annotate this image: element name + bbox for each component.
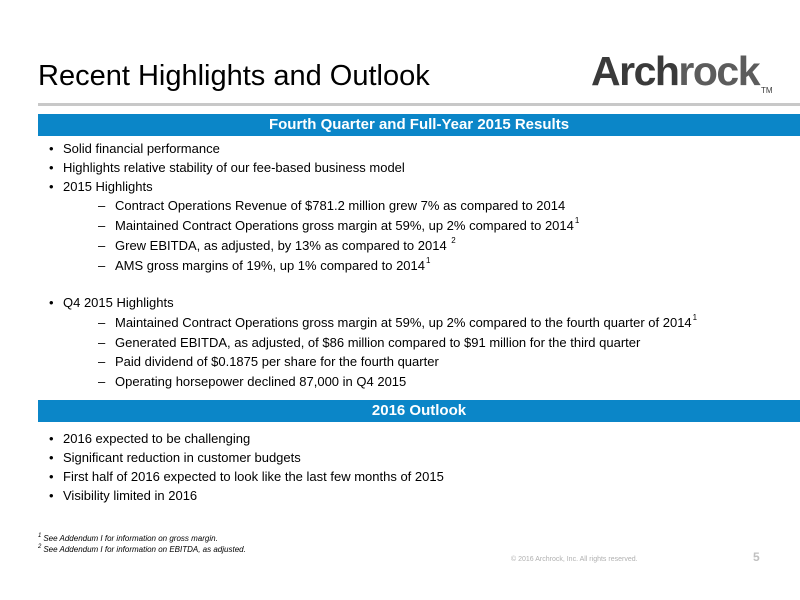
page-number: 5	[753, 550, 760, 564]
sub-list-item: – Paid dividend of $0.1875 per share for the fourth quarter	[115, 354, 439, 369]
logo-part-1: Arch	[591, 48, 679, 94]
sub-list-item: – Generated EBITDA, as adjusted, of $86 million compared to $91 million for the third quarter	[115, 335, 640, 350]
footnote: $^2$ See Addendum I for information on EBITDA, as adjusted.	[38, 544, 246, 554]
list-item: • Highlights relative stability of our fee-based business model	[63, 160, 405, 175]
title-divider	[38, 103, 800, 106]
list-item: • Solid financial performance	[63, 141, 220, 156]
copyright-notice: © 2016 Archrock, Inc. All rights reserved.	[511, 556, 638, 563]
section-header-2016-outlook: 2016 Outlook	[38, 400, 800, 422]
list-item: • Visibility limited in 2016	[63, 488, 197, 503]
sub-list-item: – Maintained Contract Operations gross margin at 59%, up 2% compared to the fourth quarter of 2014$^1$	[115, 315, 697, 330]
list-item: • Significant reduction in customer budgets	[63, 450, 301, 465]
footnote: $^1$ See Addendum I for information on gross margin.	[38, 533, 218, 543]
archrock-logo	[591, 48, 773, 95]
footnote-ref: 1	[574, 216, 580, 225]
sub-list-item: – Maintained Contract Operations gross margin at 59%, up 2% compared to 2014$^1$	[115, 218, 579, 233]
footnote-ref: 1	[426, 256, 431, 265]
section-header-2015-results: Fourth Quarter and Full-Year 2015 Results	[38, 114, 800, 136]
page-title: Recent Highlights and Outlook	[38, 60, 430, 92]
sub-list-item: – AMS gross margins of 19%, up 1% compared to 2014$^1$	[115, 258, 430, 273]
logo-part-2: rock	[678, 48, 760, 94]
list-item: • First half of 2016 expected to look like the last few months of 2015	[63, 469, 444, 484]
footnote-ref: 1	[692, 313, 698, 322]
sub-list-item: – Contract Operations Revenue of $781.2 million grew 7% as compared to 2014	[115, 198, 565, 213]
sub-list-item: – Operating horsepower declined 87,000 in Q4 2015	[115, 374, 406, 389]
list-item: • 2016 expected to be challenging	[63, 431, 250, 446]
list-item: • 2015 Highlights	[63, 179, 153, 194]
sub-list-item: – Grew EBITDA, as adjusted, by 13% as compared to 2014 $^2$	[115, 238, 456, 253]
list-item: • Q4 2015 Highlights	[63, 295, 174, 310]
footnote-ref: 2	[451, 236, 456, 245]
logo-trademark: TM	[761, 86, 773, 95]
